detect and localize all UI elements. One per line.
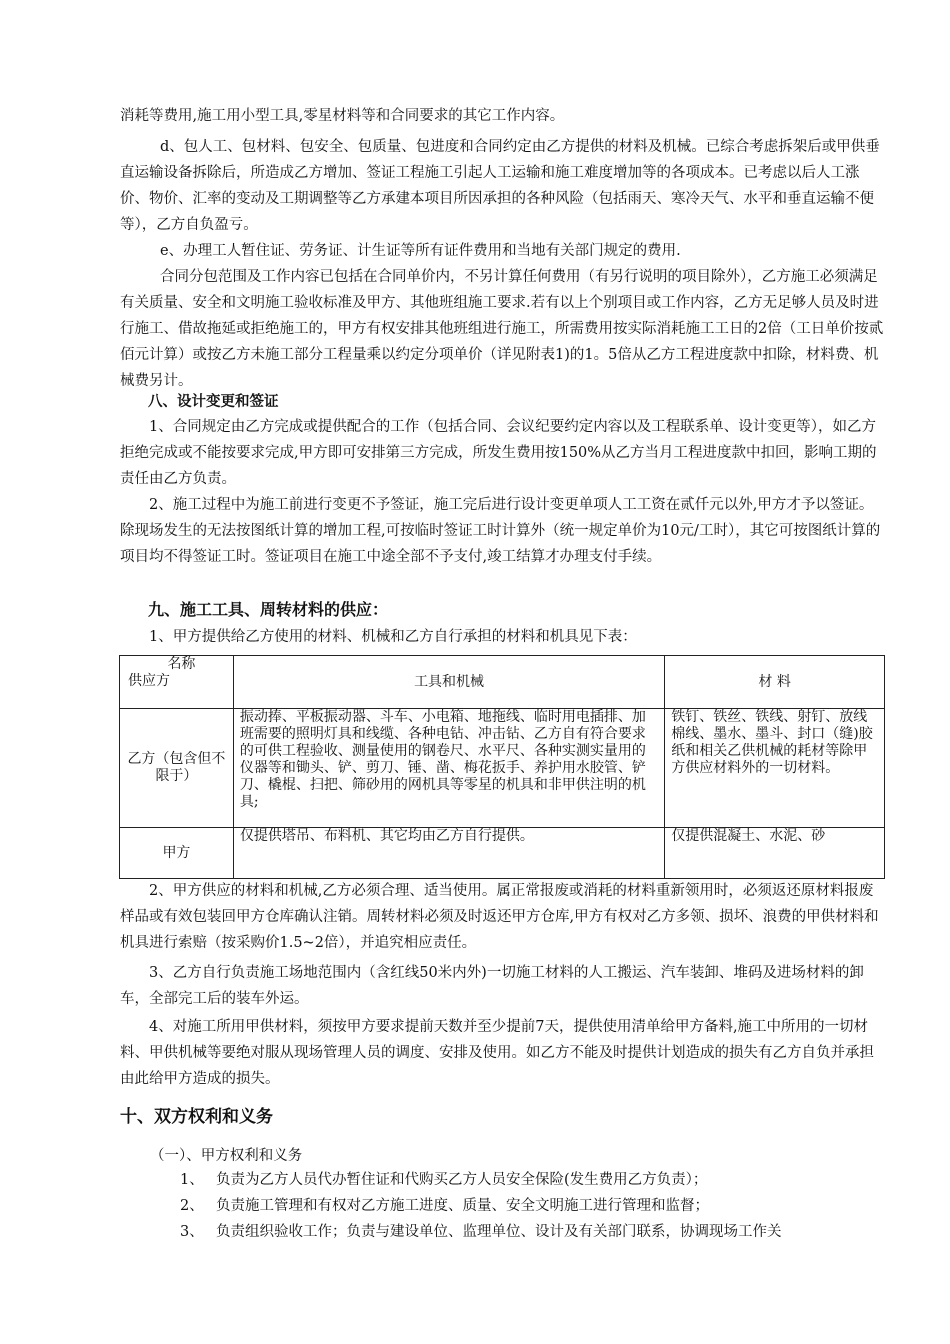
list-item-text: 负责施工管理和有权对乙方施工进度、质量、安全文明施工进行管理和监督； [216, 1198, 709, 1214]
table-header-row [120, 656, 885, 709]
row-materials-jia: 仅提供混凝土、水泥、砂 [665, 828, 885, 879]
row-tools-yi: 振动捧、平板振动器、斗车、小电箱、地拖线、临时用电插排、加班需要的照明灯具和线缆、各种电钻、冲击钻、乙方自有符合要求的可供工程验收、测量使用的钢卷尺、水平尺、各种实测实量用的仪器等和锄头、铲、剪刀、锤、凿、梅花扳手、养护用水胶管、铲刀、橇棍、扫把、筛砂用的网机具等零星的机具和非甲供注明的机具; [233, 709, 664, 828]
section-9-item-1: 1、甲方提供给乙方使用的材料、机械和乙方自行承担的材料和机具见下表： [149, 629, 637, 645]
list-item-number: 2、 [180, 1198, 204, 1214]
row-party-yi: 乙方（包含但不限于） [120, 709, 234, 828]
list-item-text: 负责为乙方人员代办暂住证和代购买乙方人员安全保险(发生费用乙方负责）； [216, 1172, 708, 1188]
section-8-item-1: 1、合同规定由乙方完成或提供配合的工作（包括合同、会议纪要约定内容以及工程联系单、设计变更等），如乙方拒绝完成或不能按要求完成,甲方即可安排第三方完成，所发生费用按150%从乙方当月工程进度款中扣回，影响工期的责任由乙方负责。 [120, 419, 877, 487]
paragraph-item-e: e、办理工人暂住证、劳务证、计生证等所有证件费用和当地有关部门规定的费用. [160, 243, 681, 259]
header-name-label: 名称 [167, 656, 196, 672]
list-item-number: 3、 [180, 1224, 204, 1240]
list-item [180, 1167, 707, 1193]
list-item [180, 1193, 709, 1219]
header-supplier-label: 供应方 [128, 673, 170, 689]
paragraph-item-d: d、包人工、包材料、包安全、包质量、包进度和合同约定由乙方提供的材料及机械。已综合考虑拆架后或甲供垂直运输设备拆除后，所造成乙方增加、签证工程施工引起人工运输和施工难度增加等的各项成本。已考虑以后人工涨价、物价、汇率的变动及工期调整等乙方承建本项目所因承担的各种风险（包括雨天、寒冷天气、水平和垂直运输不便等），乙方自负盈亏。 [120, 139, 880, 233]
table-row [120, 828, 885, 879]
list-item [180, 1219, 782, 1245]
supply-table [119, 655, 885, 879]
paragraph-scope: 合同分包范围及工作内容已包括在合同单价内，不另计算任何费用（有另行说明的项目除外），乙方施工必须满足有关质量、安全和文明施工验收标准及甲方、其他班组施工要求.若有以上个别项目或工作内容，乙方无足够人员及时进行施工、借故拖延或拒绝施工的，甲方有权安排其他班组进行施工，所需费用按实际消耗施工工日的2倍（工日单价按贰佰元计算）或按乙方未施工部分工程量乘以约定分项单价（详见附表1)的1。5倍从乙方工程进度款中扣除，材料费、机械费另计。 [120, 269, 884, 389]
list-item-text: 负责组织验收工作；负责与建设单位、监理单位、设计及有关部门联系，协调现场工作关 [216, 1224, 782, 1240]
section-9-item-4: 4、对施工所用甲供材料，须按甲方要求提前天数并至少提前7天，提供使用清单给甲方备料,施工中所用的一切材料、甲供机械等要绝对服从现场管理人员的调度、安排及使用。如乙方不能及时提供计划造成的损失有乙方自负并承担由此给甲方造成的损失。 [120, 1019, 874, 1087]
section-10-subheading: （一）、甲方权利和义务 [150, 1148, 303, 1164]
table-row [120, 709, 885, 828]
paragraph-continued: 消耗等费用,施工用小型工具,零星材料等和合同要求的其它工作内容。 [120, 108, 565, 124]
row-tools-jia: 仅提供塔吊、布料机、其它均由乙方自行提供。 [233, 828, 664, 879]
section-9-item-3: 3、乙方自行负责施工场地范围内（含红线50米内外)一切施工材料的人工搬运、汽车装卸、堆码及进场材料的卸车，全部完工后的装车外运。 [120, 965, 864, 1007]
section-9-item-2: 2、甲方供应的材料和机械,乙方必须合理、适当使用。属正常报废或消耗的材料重新领用时，必须返还原材料报废样品或有效包装回甲方仓库确认注销。周转材料必须及时返还甲方仓库,甲方有权对乙方多领、损坏、浪费的甲供材料和机具进行索赔（按采购价1.5~2倍），并追究相应责任。 [120, 883, 879, 951]
section-9-heading: 九、施工工具、周转材料的供应： [148, 600, 389, 619]
row-party-jia: 甲方 [120, 828, 234, 879]
section-8-heading: 八、设计变更和签证 [148, 393, 279, 410]
header-materials-cell: 材 料 [665, 656, 885, 709]
header-corner-cell [120, 656, 234, 709]
header-tools-cell: 工具和机械 [233, 656, 664, 709]
section-8-item-2: 2、施工过程中为施工前进行变更不予签证，施工完后进行设计变更单项人工工资在贰仟元以外,甲方才予以签证。除现场发生的无法按图纸计算的增加工程,可按临时签证工时计算外（统一规定单价为10元/工时），其它可按图纸计算的项目均不得签证工时。签证项目在施工中途全部不予支付,竣工结算才办理支付手续。 [120, 497, 881, 565]
row-materials-yi: 铁钉、铁丝、铁线、射钉、放线棉线、墨水、墨斗、封口（缝)胶纸和相关乙供机械的耗材等除甲方供应材料外的一切材料。 [665, 709, 885, 828]
list-item-number: 1、 [180, 1172, 204, 1188]
section-10-heading: 十、双方权利和义务 [120, 1107, 273, 1127]
